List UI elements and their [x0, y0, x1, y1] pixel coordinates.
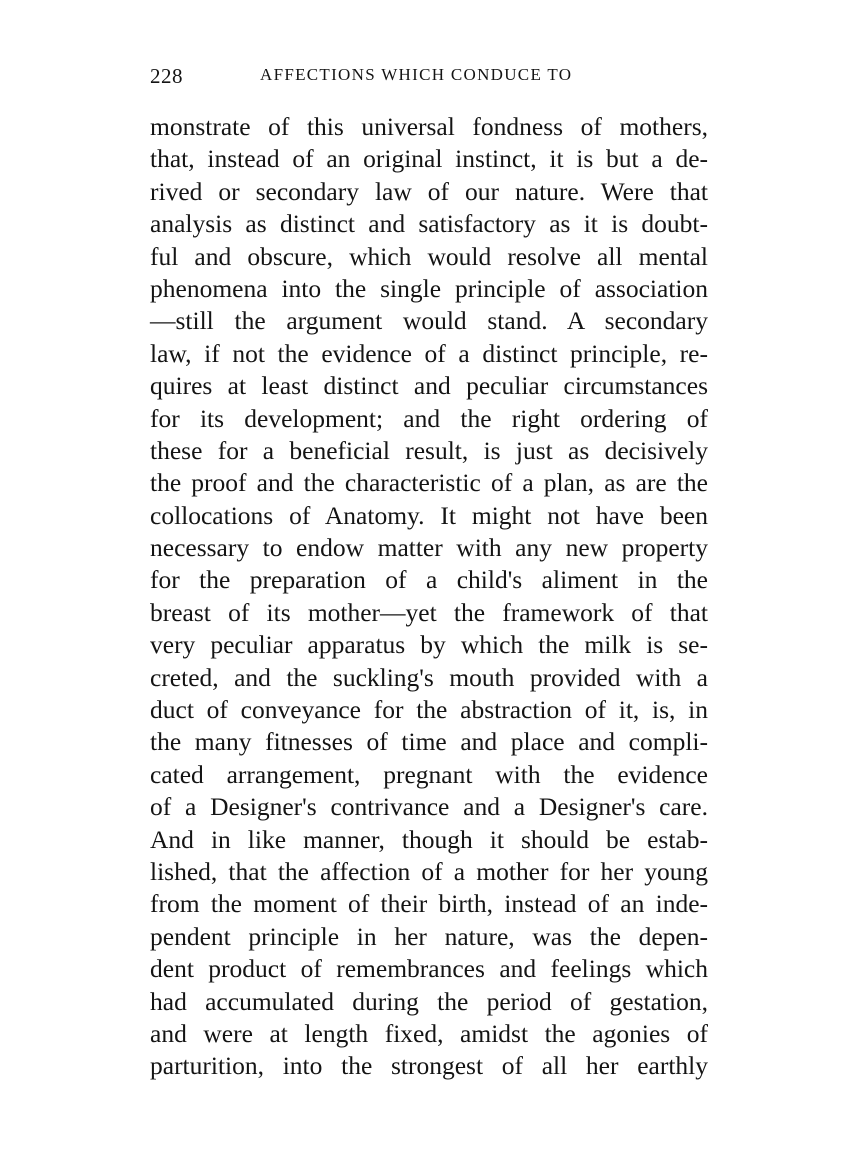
text-line: had accumulated during the period of gestation, [150, 986, 708, 1016]
body-text [150, 111, 708, 1083]
text-line: of a Designer's contrivance and a Designer's care. [150, 792, 708, 822]
text-line: parturition, into the strongest of all her earthly [150, 1051, 708, 1081]
text-line: pendent principle in her nature, was the depen- [150, 921, 708, 951]
text-line: very peculiar apparatus by which the milk is se- [150, 630, 708, 660]
text-line: creted, and the suckling's mouth provided with a [150, 662, 708, 692]
text-line: cated arrangement, pregnant with the evidence [150, 759, 708, 789]
text-line: these for a beneficial result, is just as decisively [150, 435, 708, 465]
text-line: —still the argument would stand. A secondary [150, 306, 708, 336]
text-line: that, instead of an original instinct, it is but a de- [150, 144, 708, 174]
text-line: law, if not the evidence of a distinct principle, re- [150, 338, 708, 368]
running-head: AFFECTIONS WHICH CONDUCE TO [260, 65, 573, 84]
text-line: monstrate of this universal fondness of mothers, [150, 112, 708, 141]
text-line: for its development; and the right ordering of [150, 403, 708, 433]
text-line: breast of its mother—yet the framework of that [150, 597, 708, 627]
text-line: collocations of Anatomy. It might not have been [150, 500, 708, 530]
text-line: ful and obscure, which would resolve all mental [150, 241, 708, 271]
text-line: dent product of remembrances and feelings which [150, 954, 708, 984]
text-line: necessary to endow matter with any new property [150, 533, 708, 563]
text-line: the many fitnesses of time and place and compli- [150, 727, 708, 757]
page-header [150, 64, 710, 88]
text-line: and were at length fixed, amidst the agonies of [150, 1018, 708, 1048]
text-line: analysis as distinct and satisfactory as it is doubt- [150, 209, 708, 239]
text-line: lished, that the affection of a mother for her young [150, 856, 708, 886]
text-line: the proof and the characteristic of a plan, as are the [150, 468, 708, 498]
text-line: rived or secondary law of our nature. Were that [150, 176, 708, 206]
text-line: phenomena into the single principle of association [150, 273, 708, 303]
text-line: duct of conveyance for the abstraction of it, is, in [150, 695, 708, 725]
text-line: And in like manner, though it should be estab- [150, 824, 708, 854]
text-line: from the moment of their birth, instead of an inde- [150, 889, 708, 919]
text-line: quires at least distinct and peculiar circumstances [150, 371, 708, 401]
text-line: for the preparation of a child's aliment in the [150, 565, 708, 595]
page-number: 228 [150, 64, 183, 88]
